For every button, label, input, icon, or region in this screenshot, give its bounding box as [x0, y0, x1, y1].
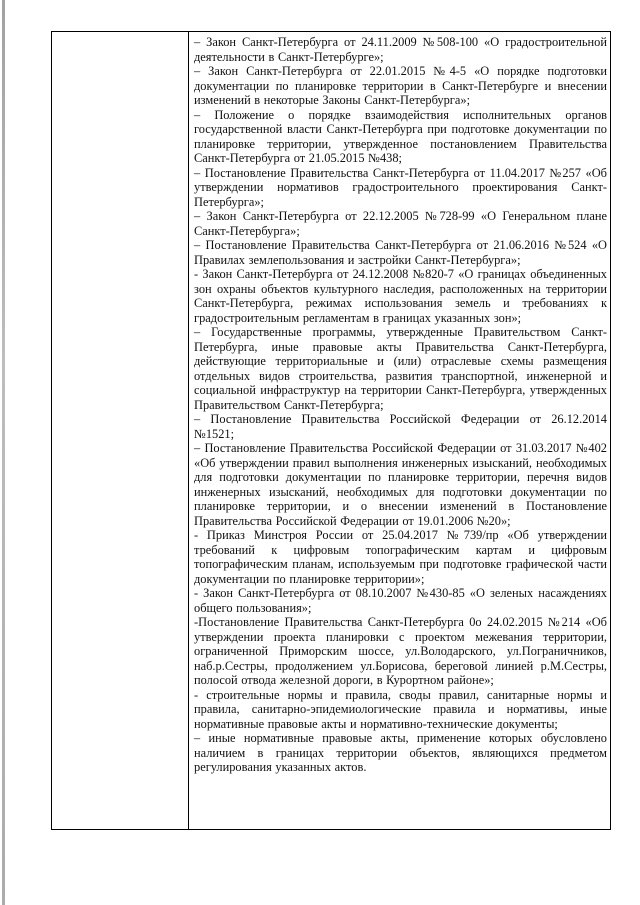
- list-item: – Закон Санкт-Петербурга от 24.11.2009 №508-100 «О градостроительной деятельности в Санкт-Петербурге»;: [194, 35, 607, 64]
- list-item: -Постановление Правительства Санкт-Петербурга 0о 24.02.2015 №214 «Об утверждении проекта планировки с проектом межевания территории, ограниченной Приморским шоссе, ул.Володарского, ул.Пограничников, наб.р.Сестры, продолжением ул.Борисова, береговой линией р.М.Сестры, полосой отвода железной дороги, в Курортном районе»;: [194, 615, 607, 687]
- list-item: - строительные нормы и правила, своды правил, санитарные нормы и правила, санитарно-эпидемиологические правила и нормативы, иные нормативные правовые акты и нормативно-технические документы;: [194, 687, 607, 731]
- scan-edge: [2, 0, 5, 905]
- list-item: – Закон Санкт-Петербурга от 22.01.2015 №4-5 «О порядке подготовки документации по планировке территории в Санкт-Петербурге и внесении изменений в некоторые Законы Санкт-Петербурга»;: [194, 64, 607, 107]
- list-item: - Закон Санкт-Петербурга от 08.10.2007 №430-85 «О зеленых насаждениях общего пользования»;: [194, 586, 607, 615]
- list-item: – Постановление Правительства Санкт-Петербурга от 21.06.2016 №524 «О Правилах землепользования и застройки Санкт-Петербурга»;: [194, 238, 607, 267]
- list-item: - Закон Санкт-Петербурга от 24.12.2008 №820-7 «О границах объединенных зон охраны объектов культурного наследия, расположенных на территории Санкт-Петербурга, режимах использования земель и требованиях к градостроительным регламентам в границах указанных зон»;: [194, 267, 607, 325]
- list-item: – Положение о порядке взаимодействия исполнительных органов государственной власти Санкт-Петербурга при подготовке документации по планировке территории, утвержденное постановлением Правительства Санкт-Петербурга от 21.05.2015 №438;: [194, 107, 607, 165]
- list-item: – Постановление Правительства Российской Федерации от 26.12.2014 №1521;: [194, 412, 607, 441]
- list-item: – Государственные программы, утвержденные Правительством Санкт-Петербурга, иные правовые акты Правительства Санкт-Петербурга, действующие территориальные и (или) отраслевые схемы размещения отдельных видов строительства, развития транспортной, инженерной и социальной инфраструктур на территории Санкт-Петербурга, утвержденных Правительством Санкт-Петербурга;: [194, 325, 607, 412]
- table-left-column: [52, 32, 189, 829]
- list-item: – иные нормативные правовые акты, применение которых обусловлено наличием в границах территории объектов, являющихся предметом регулирования указанных актов.: [194, 731, 607, 774]
- list-item: – Закон Санкт-Петербурга от 22.12.2005 №728-99 «О Генеральном плане Санкт-Петербурга»;: [194, 209, 607, 238]
- table-right-column: [189, 32, 610, 829]
- list-item: – Постановление Правительства Санкт-Петербурга от 11.04.2017 №257 «Об утверждении нормативов градостроительного проектирования Санкт-Петербурга»;: [194, 165, 607, 209]
- list-item: – Постановление Правительства Российской Федерации от 31.03.2017 №402 «Об утверждении правил выполнения инженерных изысканий, необходимых для подготовки документации по планировке территории, перечня видов инженерных изысканий, необходимых для подготовки документации по планировке территории, и о внесении изменений в Постановление Правительства Российской Федерации от 19.01.2006 №20»;: [194, 441, 607, 528]
- list-item: - Приказ Минстроя России от 25.04.2017 №739/пр «Об утверждении требований к цифровым топографическим картам и цифровым топографическим планам, используемым при подготовке графической части документации по планировке территории»;: [194, 528, 607, 586]
- document-table: [51, 31, 611, 830]
